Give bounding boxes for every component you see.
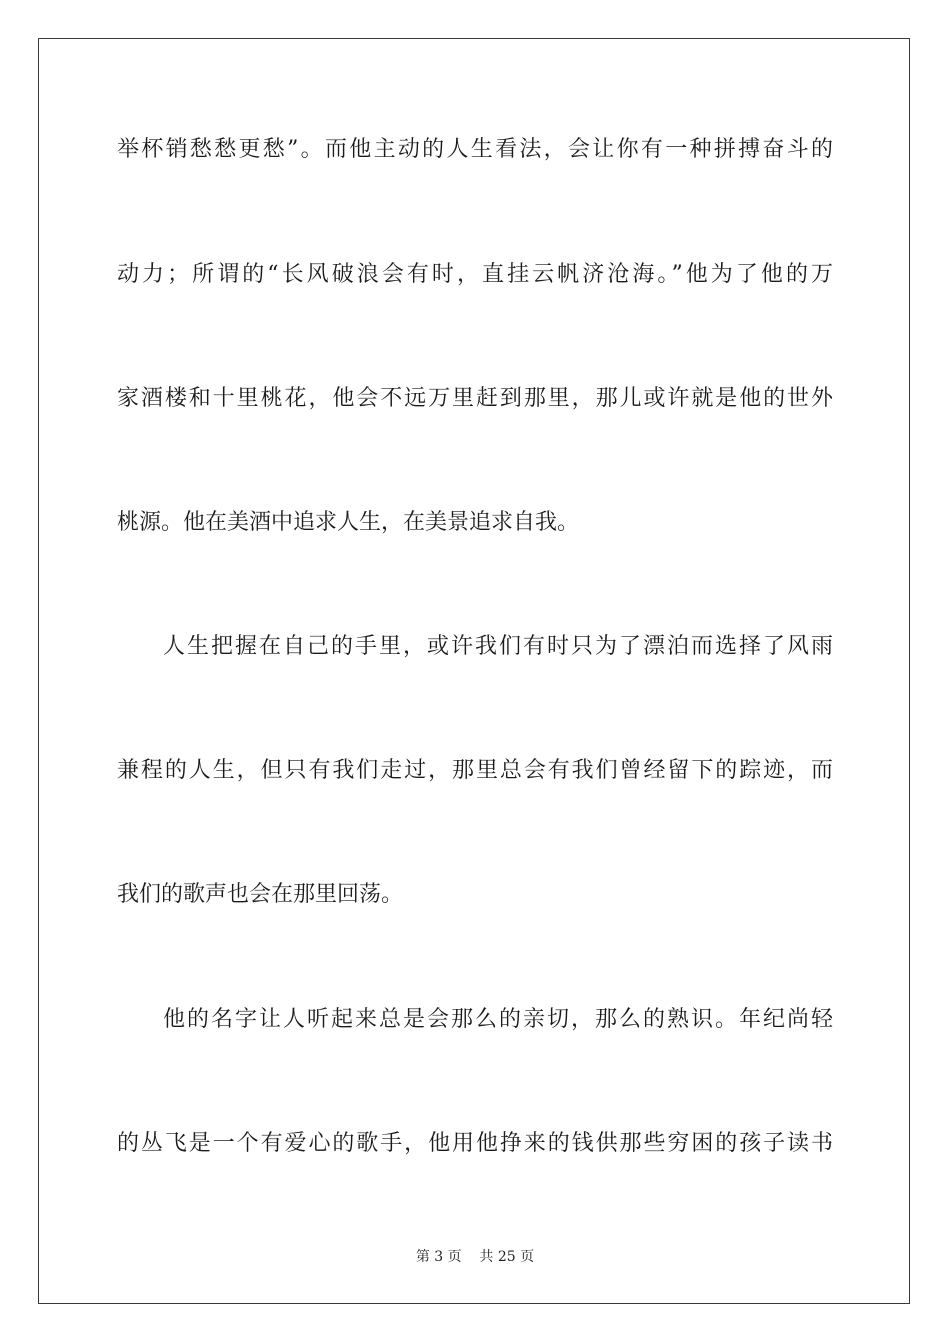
page-border — [38, 38, 910, 1304]
paragraph-line: 他的名字让人听起来总是会那么的亲切，那么的熟识。年纪尚轻 — [163, 1007, 833, 1032]
page-number-footer: 第 3 页 共 25 页 — [415, 1249, 535, 1265]
paragraph-line: 动力；所谓的“长风破浪会有时，直挂云帆济沧海。”他为了他的万 — [117, 262, 833, 287]
paragraph-line: 人生把握在自己的手里，或许我们有时只为了漂泊而选择了风雨 — [163, 634, 833, 659]
paragraph-line: 桃源。他在美酒中追求人生，在美景追求自我。 — [117, 510, 580, 535]
paragraph-line: 举杯销愁愁更愁”。而他主动的人生看法，会让你有一种拼搏奋斗的 — [117, 137, 833, 162]
paragraph-line: 我们的歌声也会在那里回荡。 — [117, 882, 404, 907]
paragraph-line: 的丛飞是一个有爱心的歌手，他用他挣来的钱供那些穷困的孩子读书 — [117, 1131, 833, 1156]
paragraph-line: 家酒楼和十里桃花，他会不远万里赶到那里，那儿或许就是他的世外 — [117, 386, 833, 411]
paragraph-line: 兼程的人生，但只有我们走过，那里总会有我们曾经留下的踪迹，而 — [117, 758, 833, 783]
